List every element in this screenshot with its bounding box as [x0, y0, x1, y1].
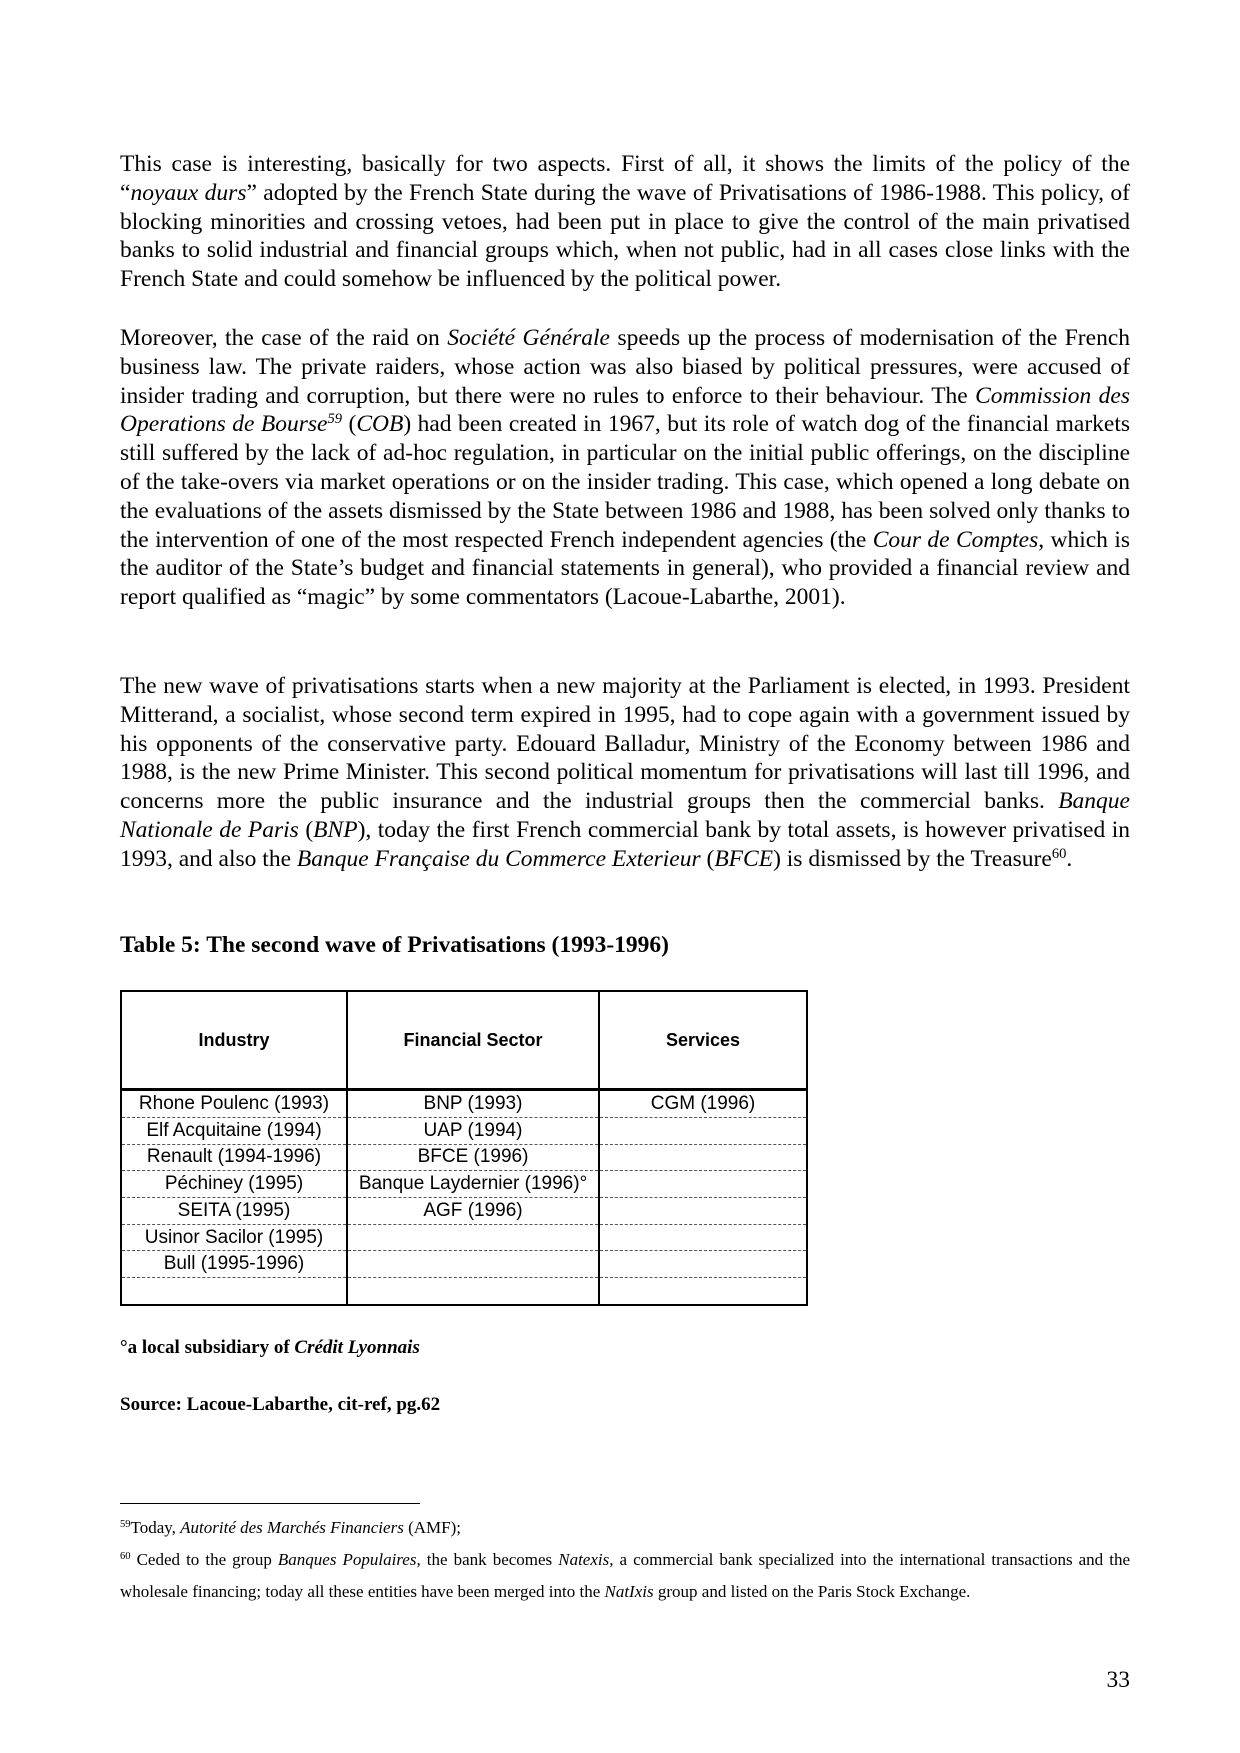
footnote-number: 60	[120, 1551, 131, 1563]
text: group and listed on the Paris Stock Exchange.	[653, 1582, 971, 1601]
table-cell: Banque Laydernier (1996)°	[347, 1171, 599, 1198]
text: ) is dismissed by the Treasure	[773, 845, 1052, 872]
text: (AMF);	[403, 1518, 461, 1537]
table-cell	[347, 1278, 599, 1305]
table-cell	[599, 1197, 807, 1224]
text: The new wave of privatisations starts when a new majority at the Parliament is elected, in 1993. President Mitterand, a socialist, whose second term expired in 1995, had to cope again with a government issued by his opponents of the conservative party. Edouard Balladur, Ministry of the Economy between 1986 and 1988, is the new Prime Minister. This second political momentum for privatisations will last till 1996, and concerns more the public insurance and the industrial groups then the commercial banks.	[120, 673, 1130, 815]
italic-term: NatIxis	[604, 1582, 654, 1601]
table-row	[121, 1197, 807, 1224]
text: speeds up the process of modernisation of the French business law. The private raiders, whose action was also biased by political pressures, were accused of insider trading and corruption, but there were no rules to enforce to their behaviour. The	[120, 325, 1130, 409]
table-title: Table 5: The second wave of Privatisations (1993-1996)	[120, 932, 669, 958]
text: (	[298, 816, 314, 843]
table-cell	[347, 1251, 599, 1278]
header-services: Services	[599, 991, 807, 1090]
footnote-60	[120, 1544, 1130, 1608]
italic-term: Natexis,	[558, 1550, 614, 1569]
table-cell: CGM (1996)	[599, 1090, 807, 1118]
table-source: Source: Lacoue-Labarthe, cit-ref, pg.62	[120, 1394, 441, 1415]
text: ), today the first French commercial bank by total assets, is however privatised in 1993, and also the	[120, 816, 1131, 872]
table-cell	[599, 1171, 807, 1198]
table-cell: AGF (1996)	[347, 1197, 599, 1224]
italic-term: Commission des Operations de Bourse	[120, 382, 1130, 438]
italic-term: Banques Populaires,	[277, 1550, 421, 1569]
table-header-row	[121, 991, 807, 1090]
table-cell: UAP (1994)	[347, 1117, 599, 1144]
text: This case is interesting, basically for two aspects. First of all, it shows the limits of the policy of the “	[120, 151, 1130, 206]
text: the bank becomes	[420, 1550, 559, 1569]
privatisations-table	[120, 990, 808, 1306]
text: , which is the auditor of the State’s budget and financial statements in general), who provided a financial review and report qualified as “magic” by some commentators (Lacoue-Labarthe, 2001).	[120, 526, 1130, 611]
text: ” adopted by the French State during the wave of Privatisations of 1986-1988. This policy, of blocking minorities and crossing vetoes, had been put in place to give the control of the main privatised banks to solid industrial and financial groups which, when not public, had in all cases close links with the French State and could somehow be influenced by the political power.	[120, 179, 1131, 293]
table-cell: Rhone Poulenc (1993)	[121, 1090, 347, 1118]
italic-term: Société Générale	[447, 325, 610, 351]
table-cell: SEITA (1995)	[121, 1197, 347, 1224]
table-cell: Péchiney (1995)	[121, 1171, 347, 1198]
table-note-subsidiary	[120, 1336, 420, 1360]
text: .	[1066, 845, 1073, 872]
text: Ceded to the group	[130, 1550, 278, 1569]
italic-term: BNP	[313, 816, 358, 843]
table-cell: Renault (1994-1996)	[121, 1144, 347, 1171]
table-cell	[599, 1251, 807, 1278]
paragraph-3	[120, 672, 1130, 874]
table-cell: Usinor Sacilor (1995)	[121, 1224, 347, 1251]
table-cell: BNP (1993)	[347, 1090, 599, 1118]
footnote-ref-59[interactable]: 59	[327, 411, 343, 428]
text: °a local subsidiary of	[120, 1337, 295, 1358]
italic-term: COB	[356, 411, 404, 438]
table-cell	[599, 1224, 807, 1251]
header-financial-sector: Financial Sector	[347, 991, 599, 1090]
table-row	[121, 1117, 807, 1144]
footnote-divider	[120, 1503, 420, 1504]
italic-term: Banque Française du Commerce Exterieur	[296, 845, 701, 872]
footnote-ref-60[interactable]: 60	[1051, 845, 1067, 862]
italic-term: Autorité des Marchés Financiers	[180, 1518, 404, 1537]
text: ) had been created in 1967, but its role of watch dog of the financial markets still suffered by the lack of ad-hoc regulation, in particular on the initial public offerings, on the discipline of the take-overs via market operations or on the insider trading. This case, which opened a long debate on the evaluations of the assets dismissed by the State between 1986 and 1988, has been solved only thanks to the intervention of one of the most respected French independent agencies (the	[120, 411, 1130, 553]
paragraph-1	[120, 150, 1130, 294]
table-row	[121, 1278, 807, 1305]
italic-term: noyaux durs	[130, 179, 247, 206]
table-row	[121, 1171, 807, 1198]
italic-term: Cour de Comptes	[872, 526, 1039, 553]
table-cell: BFCE (1996)	[347, 1144, 599, 1171]
italic-term: Crédit Lyonnais	[294, 1337, 420, 1358]
footnote-number: 59	[120, 1519, 131, 1531]
text: (	[700, 845, 715, 872]
table-cell: Bull (1995-1996)	[121, 1251, 347, 1278]
table-cell	[599, 1278, 807, 1305]
table-row	[121, 1090, 807, 1118]
table-cell	[599, 1144, 807, 1171]
paragraph-2	[120, 324, 1130, 612]
table-row	[121, 1224, 807, 1251]
table-cell	[121, 1278, 347, 1305]
table-cell	[599, 1117, 807, 1144]
table-row	[121, 1251, 807, 1278]
table-cell	[347, 1224, 599, 1251]
table-cell: Elf Acquitaine (1994)	[121, 1117, 347, 1144]
text: Today,	[130, 1518, 181, 1537]
text: (	[342, 411, 357, 438]
table-row	[121, 1144, 807, 1171]
page-number: 33	[1106, 1667, 1130, 1693]
footnote-59	[120, 1512, 1130, 1544]
italic-term: BFCE	[714, 845, 774, 872]
text: Moreover, the case of the raid on	[120, 325, 448, 351]
text: a commercial bank specialized into the international transactions and the wholesale financing; today all these entities have been merged into the	[120, 1550, 1130, 1601]
header-industry: Industry	[121, 991, 347, 1090]
italic-term: Banque Nationale de Paris	[120, 788, 1130, 843]
